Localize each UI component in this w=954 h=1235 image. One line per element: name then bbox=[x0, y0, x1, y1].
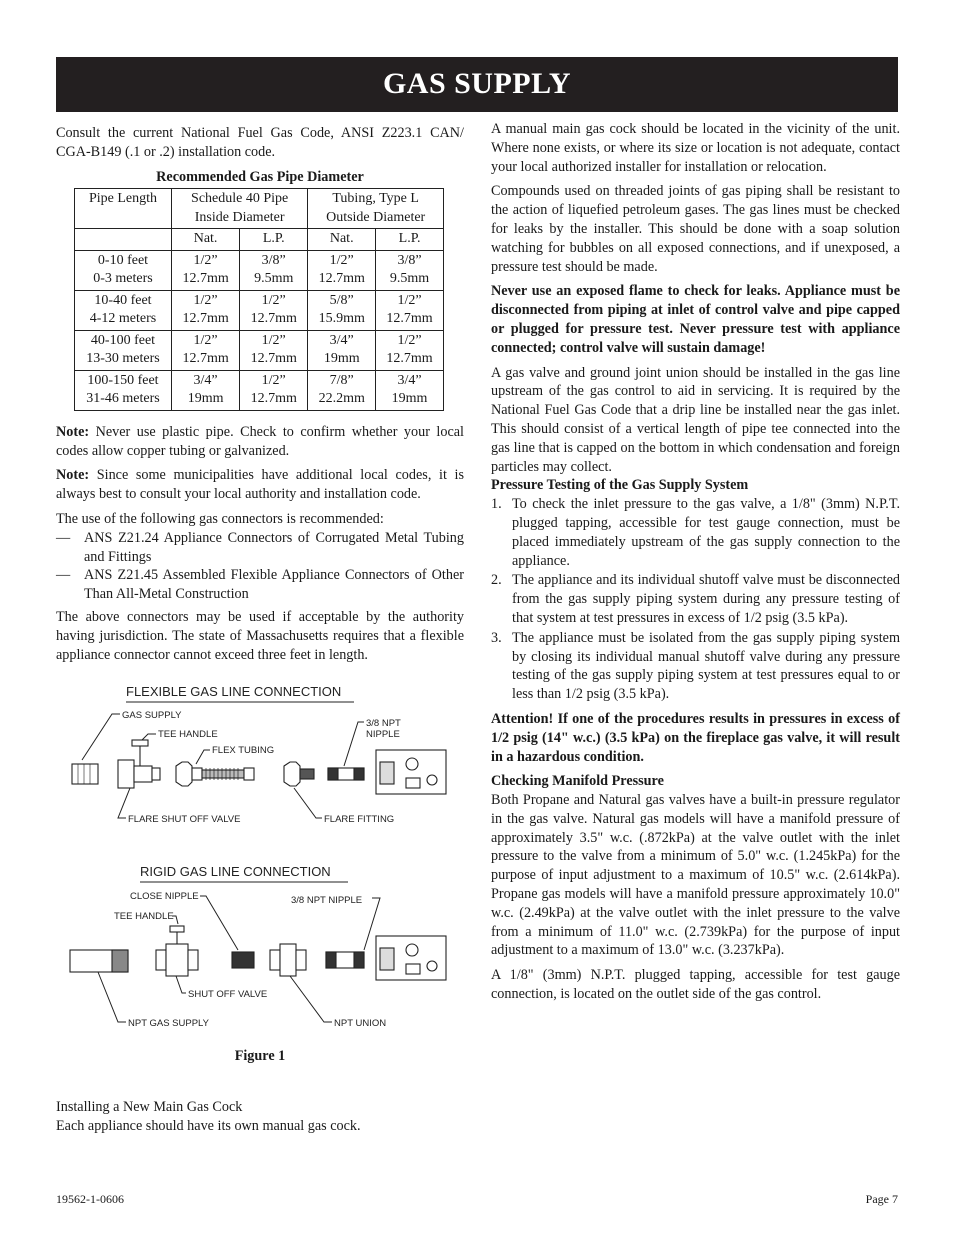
cell-line: 19mm bbox=[187, 391, 224, 407]
cell-line: 15.9mm bbox=[318, 311, 365, 327]
left-column bbox=[56, 124, 464, 670]
step-number: 1. bbox=[491, 496, 502, 513]
cell-line: 12.7mm bbox=[250, 391, 297, 407]
note-text: Since some municipalities have additional local codes, it is always best to consult your local authority and installation code. bbox=[56, 467, 464, 503]
cell-line: 12.7mm bbox=[182, 311, 229, 327]
table-row bbox=[75, 290, 444, 330]
list-item bbox=[56, 566, 464, 604]
step-number: 3. bbox=[491, 629, 502, 646]
step-text: The appliance must be isolated from the gas supply piping system by closing its individual manual shutoff valve during any pressure testing of the gas supply piping system at test pressures equal to or less than 1/2 psig (3.5 kPa). bbox=[512, 629, 900, 703]
cell-line: 1/2” bbox=[193, 332, 218, 348]
page-number: Page 7 bbox=[865, 1192, 898, 1206]
table-cell-s-nat bbox=[172, 290, 240, 330]
cell-line: 3/8” bbox=[261, 252, 286, 268]
pressure-testing-heading: Pressure Testing of the Gas Supply System bbox=[491, 477, 749, 494]
intro-paragraph: Consult the current National Fuel Gas Code, ANSI Z223.1 CAN/ CGA-B149 (.1 or .2) installation code. bbox=[56, 125, 464, 160]
manifold-pressure-paragraph: Both Propane and Natural gas valves have a built-in pressure regulator in the gas valve. Natural gas models will have a manifold pressure of approximately 3.5" w.c. (.872kPa) at the valve outlet with the inlet pressure to the valve from a minimum of 5.0" w.c. (1.245kPa) for the purpose of input adjustment to a maximum of 10.5" w.c. (2.614kPa). Propane gas models will have a manifold pressure approximately 10.0" w.c. (2.49kPa) at the valve outlet with the inlet pressure to the valve from a minimum of 11.0" w.c. (2.739kPa) for the purpose of input adjustment to a maximum of 13.0" w.c. (3.237kPa). bbox=[491, 792, 900, 959]
cell-line: 1/2” bbox=[329, 252, 354, 268]
gas-cock-location-paragraph: A manual main gas cock should be located in the vicinity of the unit. Where none exists, or where its size or location is not adequate, contact your local authorized installer for installation or relocation. bbox=[491, 121, 900, 175]
table-cell-length bbox=[75, 330, 172, 370]
table-cell-t-lp bbox=[376, 330, 444, 370]
list-item bbox=[56, 529, 464, 567]
table-cell-length bbox=[75, 290, 172, 330]
table-cell-t-lp bbox=[376, 250, 444, 290]
list-item bbox=[491, 571, 900, 627]
cell-line: 3/4” bbox=[193, 372, 218, 388]
step-number: 2. bbox=[491, 572, 502, 589]
subheader-nat: Nat. bbox=[308, 229, 376, 251]
table-row bbox=[75, 330, 444, 370]
label-npt-nipple-line1: 3/8 NPT bbox=[366, 718, 401, 729]
cell-line: 9.5mm bbox=[389, 271, 430, 287]
cell-line: 3/8” bbox=[397, 252, 422, 268]
cell-line: 12.7mm bbox=[250, 351, 297, 367]
label-gas-supply: GAS SUPPLY bbox=[122, 710, 182, 721]
label-npt-union: NPT UNION bbox=[334, 1018, 387, 1029]
subheader-empty bbox=[75, 229, 172, 251]
list-item bbox=[491, 629, 900, 704]
label-npt-gas-supply: NPT GAS SUPPLY bbox=[128, 1018, 209, 1029]
label-tee-handle-rigid: TEE HANDLE bbox=[114, 911, 174, 922]
table-cell-t-lp bbox=[376, 290, 444, 330]
subheader-lp: L.P. bbox=[240, 229, 308, 251]
main-gas-cock-text: Each appliance should have its own manual gas cock. bbox=[56, 1117, 361, 1134]
connectors-intro: The use of the following gas connectors is recommended: bbox=[56, 511, 384, 528]
cell-line: 0-10 feet bbox=[97, 252, 149, 268]
rigid-title: RIGID GAS LINE CONNECTION bbox=[140, 864, 331, 879]
page-title: GAS SUPPLY bbox=[382, 67, 572, 101]
plugged-tapping-paragraph: A 1/8" (3mm) N.P.T. plugged tapping, accessible for test gauge connection, is located on the outlet side of the gas control. bbox=[491, 967, 900, 1003]
cell-line: 12.7mm bbox=[182, 351, 229, 367]
cell-line: 12.7mm bbox=[386, 311, 433, 327]
rigid-diagram bbox=[70, 926, 446, 980]
note-text: Never use plastic pipe. Check to confirm whether your local codes allow copper tubing or galvanized. bbox=[56, 423, 464, 459]
cell-line: 4-12 meters bbox=[89, 311, 157, 327]
document-number: 19562-1-0606 bbox=[56, 1192, 124, 1206]
dash-marker: — bbox=[56, 567, 71, 584]
note-label: Note: bbox=[56, 467, 90, 484]
cell-line: 3/4” bbox=[397, 372, 422, 388]
pressure-testing-steps bbox=[491, 495, 900, 704]
table-header-row bbox=[75, 189, 444, 229]
cell-line: 3/4” bbox=[329, 332, 354, 348]
cell-line: 1/2” bbox=[397, 332, 422, 348]
attention-warning: Attention! If one of the procedures results in pressures in excess of 1/2 psig (14" w.c.) (3.5 kPa) on the fireplace gas valve, it will result in a hazardous condition. bbox=[491, 710, 900, 765]
table-cell-s-lp bbox=[240, 290, 308, 330]
cell-line: 19mm bbox=[391, 391, 428, 407]
note-local-codes bbox=[56, 466, 464, 504]
cell-line: 10-40 feet bbox=[94, 292, 152, 308]
manifold-pressure-heading: Checking Manifold Pressure bbox=[491, 773, 664, 790]
cell-line: 1/2” bbox=[261, 372, 286, 388]
ground-joint-union-paragraph: A gas valve and ground joint union should be installed in the gas line upstream of the gas control to aid in servicing. It is required by the National Fuel Gas Code that a drip line be installed near the gas inlet. This should consist of a vertical length of pipe tee connected into the gas line that is capped on the bottom in which condensation and foreign particles may collect. bbox=[491, 364, 900, 475]
table-cell-t-lp bbox=[376, 370, 444, 410]
cell-line: 0-3 meters bbox=[93, 271, 153, 287]
table-cell-t-nat bbox=[308, 370, 376, 410]
table-row bbox=[75, 370, 444, 410]
cell-line: 12.7mm bbox=[386, 351, 433, 367]
cell-line: 1/2” bbox=[193, 252, 218, 268]
table-cell-length bbox=[75, 370, 172, 410]
cell-line: 19mm bbox=[323, 351, 360, 367]
cell-line: 1/2” bbox=[261, 332, 286, 348]
table-cell-t-nat bbox=[308, 250, 376, 290]
note-plastic-pipe bbox=[56, 423, 464, 461]
dash-marker: — bbox=[56, 529, 71, 546]
table-cell-t-nat bbox=[308, 290, 376, 330]
cell-line: 100-150 feet bbox=[87, 372, 159, 388]
cell-line: 12.7mm bbox=[250, 311, 297, 327]
label-close-nipple: CLOSE NIPPLE bbox=[130, 891, 199, 902]
cell-line: 40-100 feet bbox=[90, 332, 156, 348]
cell-line: 1/2” bbox=[261, 292, 286, 308]
cell-line: 12.7mm bbox=[318, 271, 365, 287]
connectors-note: The above connectors may be used if acceptable by the authority having jurisdiction. The state of Massachusetts requires that a flexible appliance connector cannot exceed three feet in length. bbox=[56, 609, 464, 663]
main-gas-cock-heading: Installing a New Main Gas Cock bbox=[56, 1099, 243, 1115]
table-caption: Recommended Gas Pipe Diameter bbox=[156, 168, 364, 185]
table-cell-s-nat bbox=[172, 330, 240, 370]
cell-line: 9.5mm bbox=[254, 271, 294, 287]
label-shut-off-valve: SHUT OFF VALVE bbox=[188, 989, 268, 1000]
table-subheader-row bbox=[75, 229, 444, 251]
subheader-nat: Nat. bbox=[172, 229, 240, 251]
label-npt-nipple-rigid: 3/8 NPT NIPPLE bbox=[291, 895, 363, 906]
step-text: The appliance and its individual shutoff valve must be disconnected from the gas supply piping system during any pressure testing of that system at test pressures in excess of 1/2 psig (3.5 kPa). bbox=[512, 572, 900, 626]
cell-line: 31-46 meters bbox=[86, 391, 160, 407]
label-flex-tubing: FLEX TUBING bbox=[212, 745, 275, 756]
label-flare-fitting: FLARE FITTING bbox=[324, 814, 395, 825]
table-cell-s-lp bbox=[240, 330, 308, 370]
header-schedule-40: Schedule 40 Pipe Inside Diameter bbox=[172, 189, 308, 229]
table-cell-s-lp bbox=[240, 370, 308, 410]
table-cell-s-nat bbox=[172, 250, 240, 290]
subheader-lp: L.P. bbox=[376, 229, 444, 251]
list-item-text: ANS Z21.45 Assembled Flexible Appliance Connectors of Other Than All-Metal Construction bbox=[84, 567, 464, 603]
list-item-text: ANS Z21.24 Appliance Connectors of Corrugated Metal Tubing and Fittings bbox=[84, 529, 464, 565]
cell-line: 13-30 meters bbox=[86, 351, 160, 367]
table-cell-s-nat bbox=[172, 370, 240, 410]
step-text: To check the inlet pressure to the gas valve, a 1/8" (3mm) N.P.T. plugged tapping, accessible for test gauge connection, must be placed immediately upstream of the gas supply connection to the appliance. bbox=[512, 496, 900, 569]
gas-line-connection-figure bbox=[56, 680, 464, 1040]
gas-pipe-diameter-table bbox=[74, 188, 444, 411]
connector-list bbox=[56, 529, 464, 604]
header-pipe-length: Pipe Length bbox=[75, 189, 172, 229]
label-npt-nipple-line2: NIPPLE bbox=[366, 729, 400, 740]
list-item bbox=[491, 495, 900, 570]
cell-line: 1/2” bbox=[193, 292, 218, 308]
note-label: Note: bbox=[56, 423, 90, 440]
cell-line: 7/8” bbox=[329, 372, 354, 388]
table-cell-t-nat bbox=[308, 330, 376, 370]
table-cell-length bbox=[75, 250, 172, 290]
cell-line: 12.7mm bbox=[182, 271, 229, 287]
figure-caption: Figure 1 bbox=[234, 1048, 286, 1064]
right-column bbox=[491, 120, 900, 1010]
label-tee-handle: TEE HANDLE bbox=[158, 729, 218, 740]
page-title-banner bbox=[56, 57, 898, 112]
table-row bbox=[75, 250, 444, 290]
table-cell-s-lp bbox=[240, 250, 308, 290]
header-tubing-type-l: Tubing, Type L Outside Diameter bbox=[308, 189, 444, 229]
connection-diagram bbox=[56, 680, 464, 1040]
main-gas-cock-section bbox=[56, 1098, 476, 1136]
leak-warning: Never use an exposed flame to check for leaks. Appliance must be disconnected from piping at inlet of control valve and pipe capped or plugged for pressure test. Never pressure test with appliance connected; control valve will sustain damage! bbox=[491, 283, 900, 356]
leak-check-paragraph: Compounds used on threaded joints of gas piping shall be resistant to the action of liquefied petroleum gases. The gas lines must be checked for leaks by the installer. This should be done with a soap solution watching for bubbles on all exposed connections, and if unexposed, a pressure test should be made. bbox=[491, 183, 900, 275]
cell-line: 1/2” bbox=[397, 292, 422, 308]
cell-line: 22.2mm bbox=[318, 391, 365, 407]
label-flare-shutoff-valve: FLARE SHUT OFF VALVE bbox=[128, 814, 241, 825]
cell-line: 5/8” bbox=[329, 292, 354, 308]
flex-title: FLEXIBLE GAS LINE CONNECTION bbox=[126, 684, 342, 699]
